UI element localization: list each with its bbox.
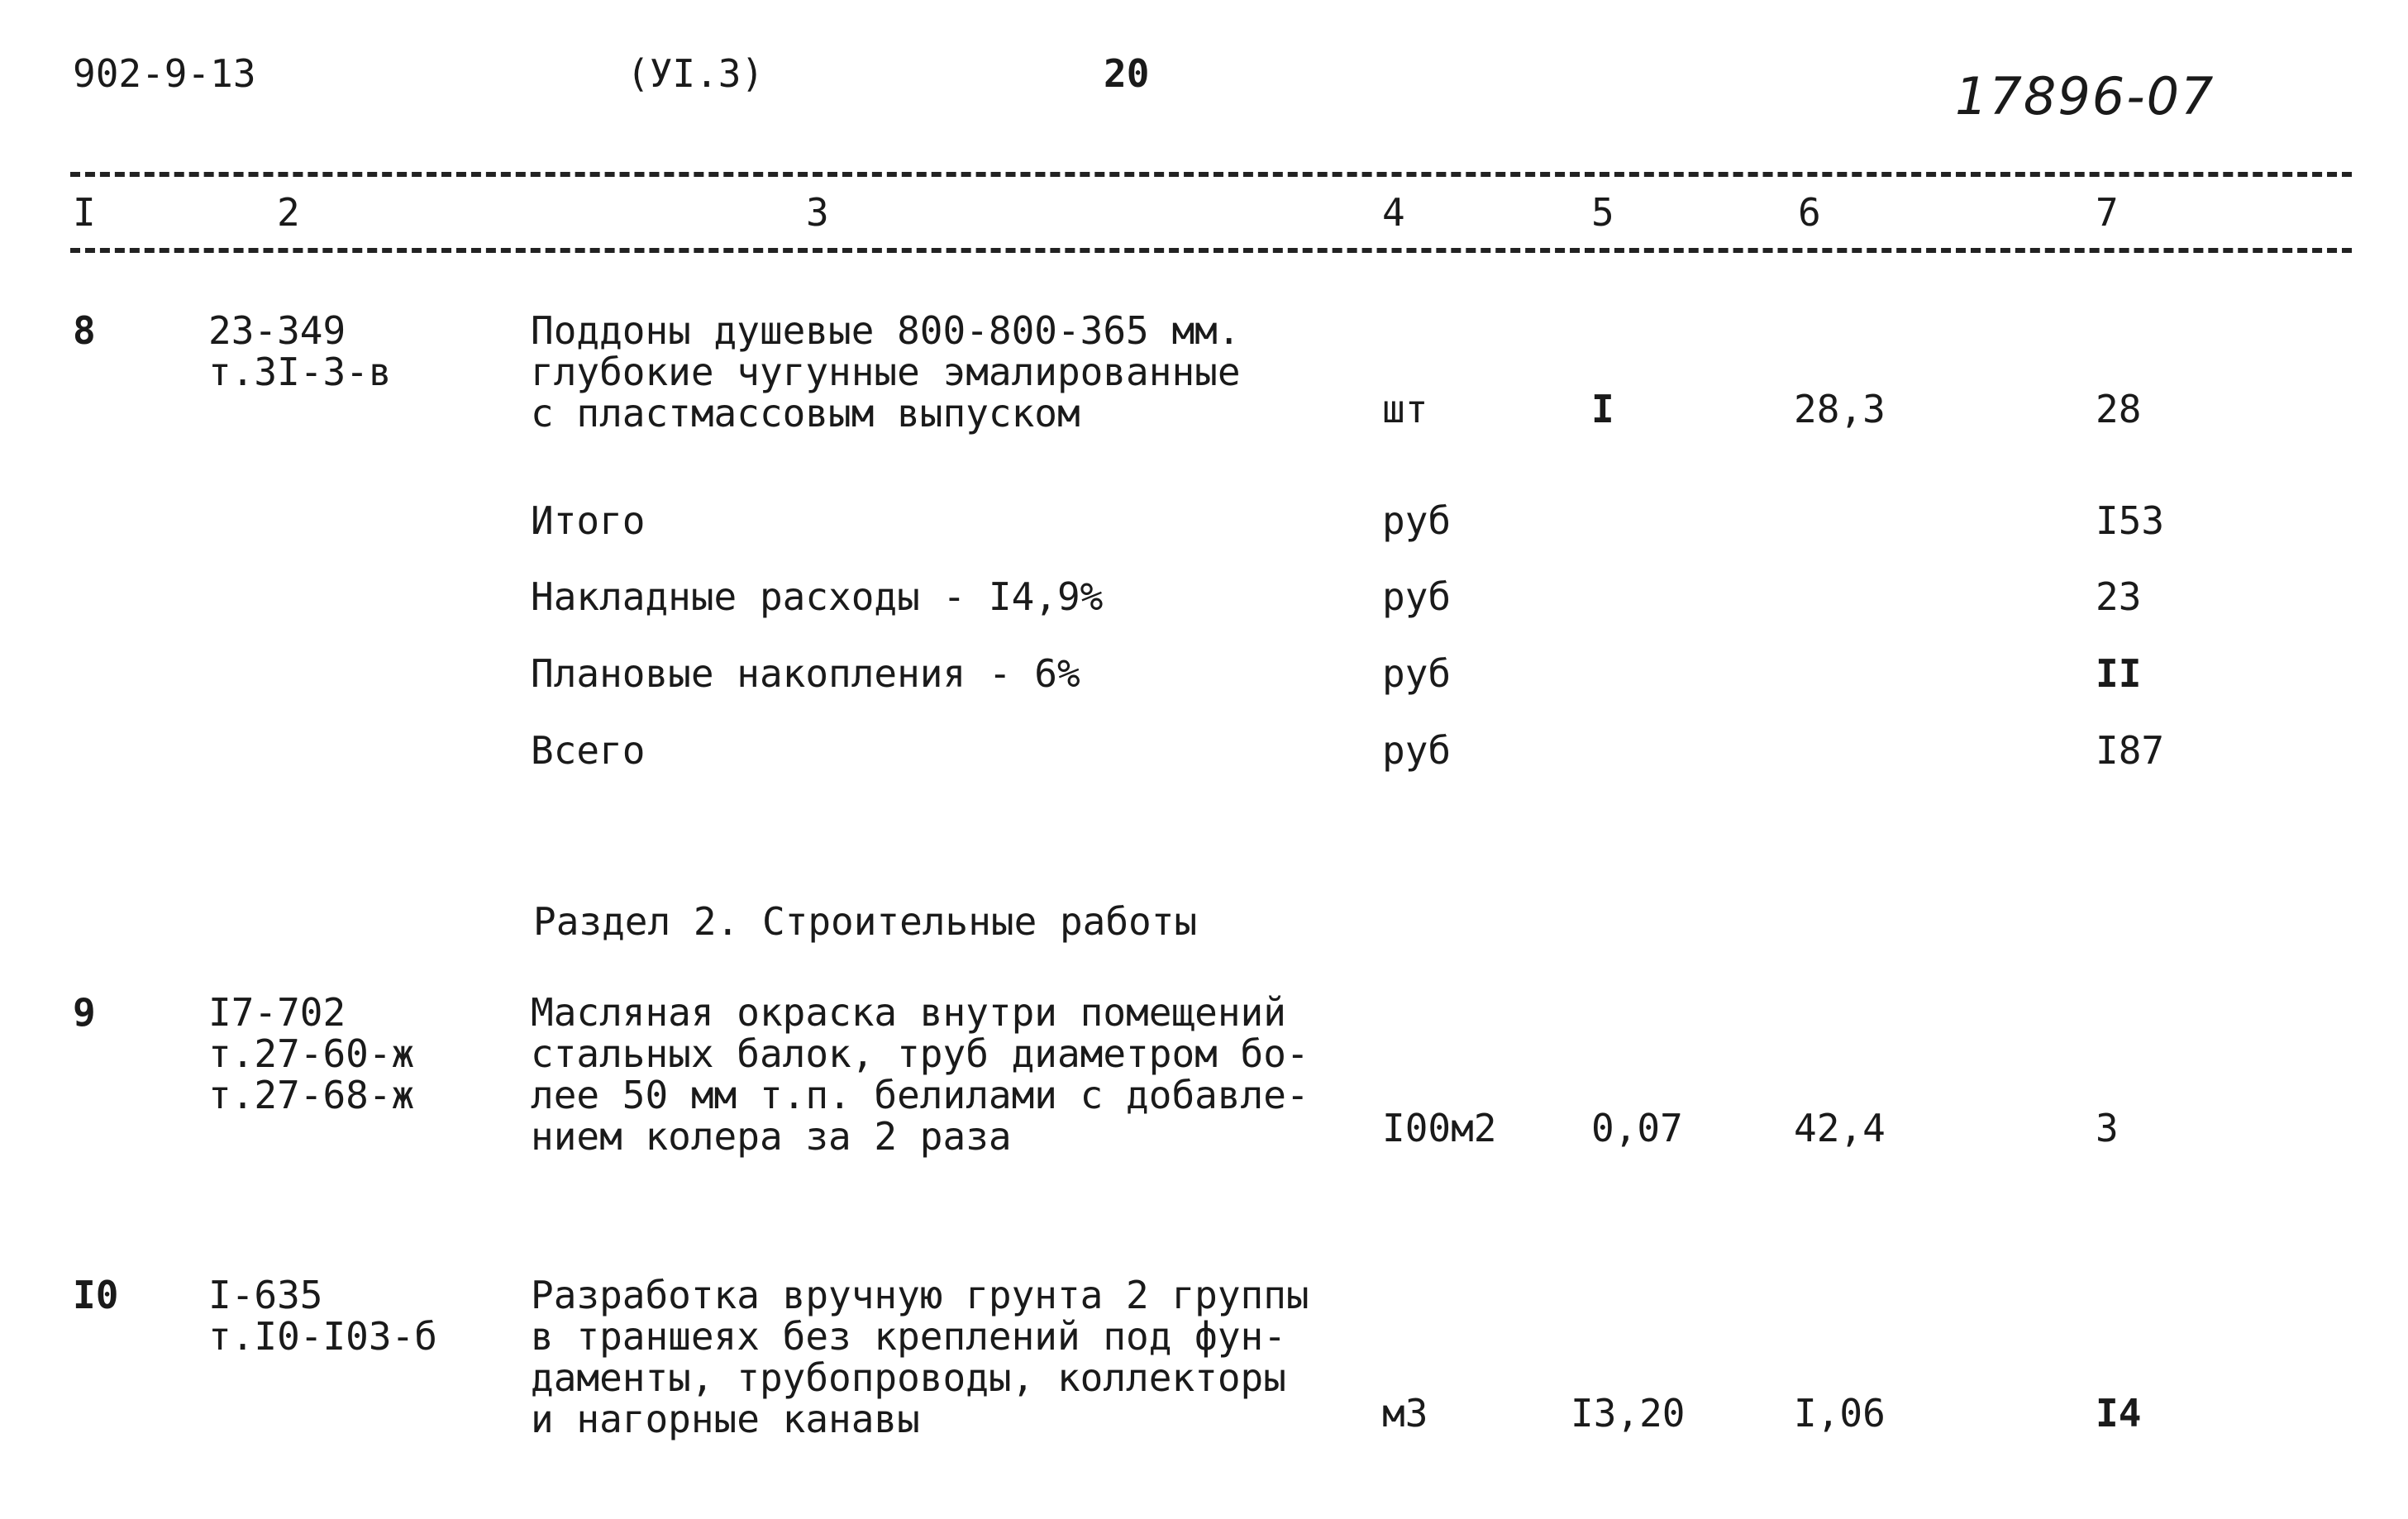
column-number: 5: [1591, 190, 1614, 235]
work-description: Масляная окраска внутри помещений стальных балок, труб диаметром бо- лее 50 мм т.п. белилами с добавле- нием колера за 2 раза: [531, 990, 1309, 1159]
total-cost: 3: [2096, 1106, 2119, 1150]
rate-code: I7-702 т.27-60-ж т.27-68-ж: [208, 990, 415, 1117]
summary-unit: руб: [1382, 498, 1452, 543]
row-number: 9: [73, 990, 96, 1035]
page-number: 20: [1104, 51, 1150, 96]
header-top-rule: [70, 172, 2352, 177]
quantity: I3,20: [1571, 1391, 1686, 1436]
summary-label: Всего: [531, 728, 646, 773]
work-description: Разработка вручную грунта 2 группы в траншеях без креплений под фун- даменты, трубопроводы, коллекторы и нагорные канавы: [531, 1273, 1309, 1441]
column-number: 2: [277, 190, 300, 235]
summary-total: I87: [2096, 728, 2165, 773]
unit: шт: [1382, 387, 1428, 431]
summary-unit: руб: [1382, 651, 1452, 696]
column-number: 7: [2096, 190, 2119, 235]
rate-code: I-635 т.I0-I03-б: [208, 1273, 437, 1359]
total-cost: 28: [2096, 387, 2142, 431]
quantity: 0,07: [1591, 1106, 1683, 1150]
section-title: Раздел 2. Строительные работы: [533, 899, 1198, 944]
row-number: I0: [73, 1273, 119, 1317]
column-number: I: [73, 190, 96, 235]
unit-price: 28,3: [1794, 387, 1886, 431]
unit-price: I,06: [1794, 1391, 1886, 1436]
unit: I00м2: [1382, 1106, 1497, 1150]
column-number: 4: [1382, 190, 1405, 235]
summary-label: Плановые накопления - 6%: [531, 651, 1080, 696]
summary-unit: руб: [1382, 728, 1452, 773]
doc-code: 902-9-13: [73, 51, 256, 96]
summary-label: Накладные расходы - I4,9%: [531, 574, 1104, 619]
header-bottom-rule: [70, 248, 2352, 253]
total-cost: I4: [2096, 1391, 2142, 1436]
summary-total: II: [2096, 651, 2142, 696]
quantity: I: [1591, 387, 1614, 431]
summary-total: 23: [2096, 574, 2142, 619]
summary-label: Итого: [531, 498, 646, 543]
row-number: 8: [73, 308, 96, 353]
column-number: 6: [1798, 190, 1821, 235]
summary-unit: руб: [1382, 574, 1452, 619]
work-description: Поддоны душевые 800-800-365 мм. глубокие чугунные эмалированные с пластмассовым выпуском: [531, 308, 1241, 436]
unit-price: 42,4: [1794, 1106, 1886, 1150]
rate-code: 23-349 т.3I-3-в: [208, 308, 392, 394]
archive-number: 17896-07: [1955, 66, 2215, 126]
unit: м3: [1382, 1391, 1428, 1436]
sheet-reference: (УI.3): [627, 51, 765, 96]
column-number: 3: [806, 190, 829, 235]
summary-total: I53: [2096, 498, 2165, 543]
